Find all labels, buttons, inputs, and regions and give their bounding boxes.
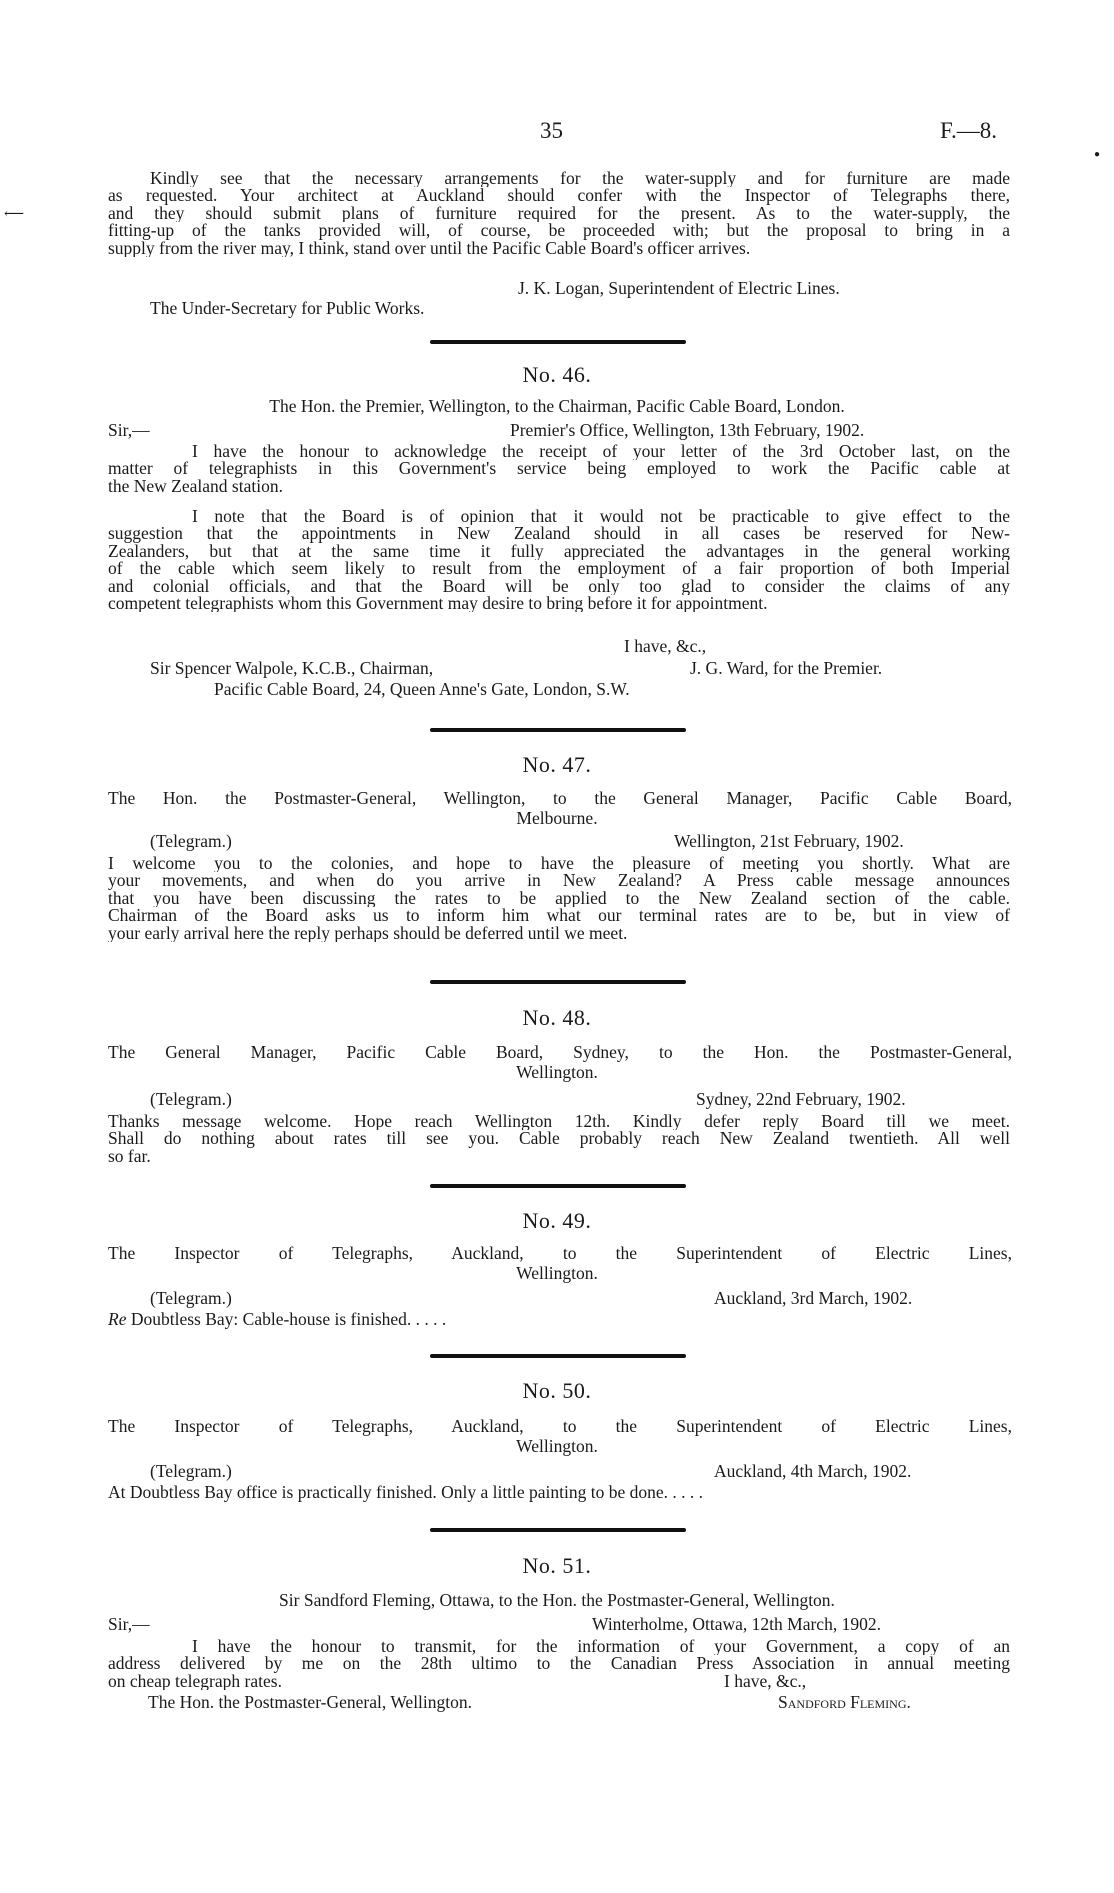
paragraph-line: your early arrival here the reply perhaps should be deferred until we meet. [108, 924, 628, 943]
telegram-body-49 [108, 1311, 446, 1329]
paragraph-line: that you have been discussing the rates to be applied to the New Zealand section of the cable. [108, 889, 1010, 908]
letter-paragraph-51 [108, 1638, 1010, 1690]
letter-heading-51: No. 51. [522, 1553, 592, 1578]
intro-line: as requested. Your architect at Auckland should confer with the Inspector of Telegraphs there, [108, 187, 1010, 205]
paragraph-line: so far. [108, 1147, 151, 1166]
closing-46: I have, &c., [624, 636, 707, 656]
letter-route-50-line-1: The Inspector of Telegraphs, Auckland, to the Superintendent of Electric Lines, [108, 1416, 1012, 1436]
letter-route-49-line-2: Wellington. [516, 1263, 598, 1283]
intro-paragraph [108, 170, 1010, 257]
letter-heading-46: No. 46. [522, 362, 592, 387]
page-number: 35 [540, 118, 563, 143]
section-divider [430, 1354, 686, 1358]
letter-heading-47: No. 47. [522, 752, 592, 777]
paragraph-line: the New Zealand station. [108, 477, 283, 496]
telegram-body-47 [108, 855, 1010, 942]
section-divider [430, 340, 686, 344]
telegram-label-50: (Telegram.) [150, 1461, 232, 1481]
section-divider [430, 1528, 686, 1532]
salutation-51: Sir,— [108, 1614, 150, 1634]
intro-line: fitting-up of the tanks provided will, of course, be proceeded with; but the proposal to bring in a [108, 222, 1010, 240]
telegram-body-50: At Doubtless Bay office is practically finished. Only a little painting to be done. . . . . [108, 1482, 704, 1502]
margin-arrow-mark: ⟵ [4, 207, 25, 222]
closing-51: I have, &c., [724, 1671, 807, 1691]
section-divider [430, 728, 686, 732]
paragraph-line: I note that the Board is of opinion that it would not be practicable to give effect to the [192, 508, 1010, 526]
intro-line: supply from the river may, I think, stand over until the Pacific Cable Board's officer arrives. [108, 239, 751, 258]
intro-signature: J. K. Logan, Superintendent of Electric Lines. [518, 278, 840, 298]
signature-51: Sandford Fleming. [778, 1692, 911, 1712]
telegram-body-48 [108, 1113, 1010, 1165]
re-prefix: Re [108, 1309, 127, 1329]
paragraph-line: and colonial officials, and that the Board will be only too glad to consider the claims of any [108, 577, 1010, 596]
section-code: F.—8. [940, 118, 997, 143]
paragraph-line: suggestion that the appointments in New Zealand should in all cases be reserved for New- [108, 525, 1010, 543]
place-date-51: Winterholme, Ottawa, 12th March, 1902. [592, 1614, 881, 1634]
addressee-51: The Hon. the Postmaster-General, Wellington. [148, 1692, 473, 1712]
letter-route-49-line-1: The Inspector of Telegraphs, Auckland, to the Superintendent of Electric Lines, [108, 1243, 1012, 1263]
letter-route-48-line-1: The General Manager, Pacific Cable Board, Sydney, to the Hon. the Postmaster-General, [108, 1042, 1012, 1062]
intro-line: Kindly see that the necessary arrangements for the water-supply and for furniture are made [150, 170, 1010, 188]
paragraph-line: on cheap telegraph rates. [108, 1672, 282, 1691]
letter-route-48-line-2: Wellington. [516, 1062, 598, 1082]
paragraph-line: Chairman of the Board asks us to inform him what our terminal rates are to be, but in view of [108, 907, 1010, 925]
place-date-47: Wellington, 21st February, 1902. [674, 831, 904, 851]
salutation-46: Sir,— [108, 420, 150, 440]
paragraph-line: Zealanders, but that at the same time it fully appreciated the advantages in the general working [108, 542, 1010, 561]
letter-heading-49: No. 49. [522, 1208, 592, 1233]
paragraph-line: I have the honour to transmit, for the information of your Government, a copy of an [192, 1638, 1010, 1656]
recipient-46-line-2: Pacific Cable Board, 24, Queen Anne's Gate, London, S.W. [214, 679, 630, 699]
paragraph-line: I have the honour to acknowledge the receipt of your letter of the 3rd October last, on the [192, 443, 1010, 461]
recipient-46-line-1: Sir Spencer Walpole, K.C.B., Chairman, [150, 658, 434, 678]
paragraph-line: of the cable which seem likely to result from the employment of a fair proportion of both Imperial [108, 560, 1010, 578]
telegram-label-47: (Telegram.) [150, 831, 232, 851]
letter-route-47-line-1: The Hon. the Postmaster-General, Wellington, to the General Manager, Pacific Cable Board, [108, 788, 1012, 808]
paragraph-line: competent telegraphists whom this Government may desire to bring before it for appointment. [108, 595, 768, 613]
letter-paragraph-46-1 [108, 443, 1010, 495]
telegram-label-49: (Telegram.) [150, 1288, 232, 1308]
place-date-46: Premier's Office, Wellington, 13th February, 1902. [510, 420, 865, 440]
telegram-text-49: Doubtless Bay: Cable-house is finished. . . . . [130, 1309, 447, 1329]
paragraph-line: your movements, and when do you arrive in New Zealand? A Press cable message announces [108, 872, 1010, 890]
letter-route-46: The Hon. the Premier, Wellington, to the Chairman, Pacific Cable Board, London. [269, 396, 845, 416]
letter-heading-48: No. 48. [522, 1005, 592, 1030]
letter-route-47-line-2: Melbourne. [516, 808, 598, 828]
telegram-label-48: (Telegram.) [150, 1089, 232, 1109]
paragraph-line: Thanks message welcome. Hope reach Wellington 12th. Kindly defer reply Board till we meet. [108, 1113, 1010, 1131]
letter-paragraph-46-2 [108, 508, 1010, 612]
margin-dot-mark: ● [1094, 149, 1101, 160]
letter-route-51: Sir Sandford Fleming, Ottawa, to the Hon. the Postmaster-General, Wellington. [279, 1590, 835, 1610]
letter-heading-50: No. 50. [522, 1378, 592, 1403]
place-date-49: Auckland, 3rd March, 1902. [714, 1288, 913, 1308]
section-divider [430, 980, 686, 984]
section-divider [430, 1184, 686, 1188]
paragraph-line: address delivered by me on the 28th ultimo to the Canadian Press Association in annual meeting [108, 1655, 1010, 1673]
intro-line: and they should submit plans of furniture required for the present. As to the water-supply, the [108, 204, 1010, 223]
paragraph-line: matter of telegraphists in this Government's service being employed to work the Pacific cable at [108, 460, 1010, 478]
signature-46: J. G. Ward, for the Premier. [690, 658, 883, 678]
letter-route-50-line-2: Wellington. [516, 1436, 598, 1456]
place-date-50: Auckland, 4th March, 1902. [714, 1461, 912, 1481]
place-date-48: Sydney, 22nd February, 1902. [696, 1089, 906, 1109]
paragraph-line: Shall do nothing about rates till see you. Cable probably reach New Zealand twentieth. All well [108, 1130, 1010, 1148]
paragraph-line: I welcome you to the colonies, and hope to have the pleasure of meeting you shortly. What are [108, 855, 1010, 873]
intro-addressee: The Under-Secretary for Public Works. [150, 298, 425, 318]
